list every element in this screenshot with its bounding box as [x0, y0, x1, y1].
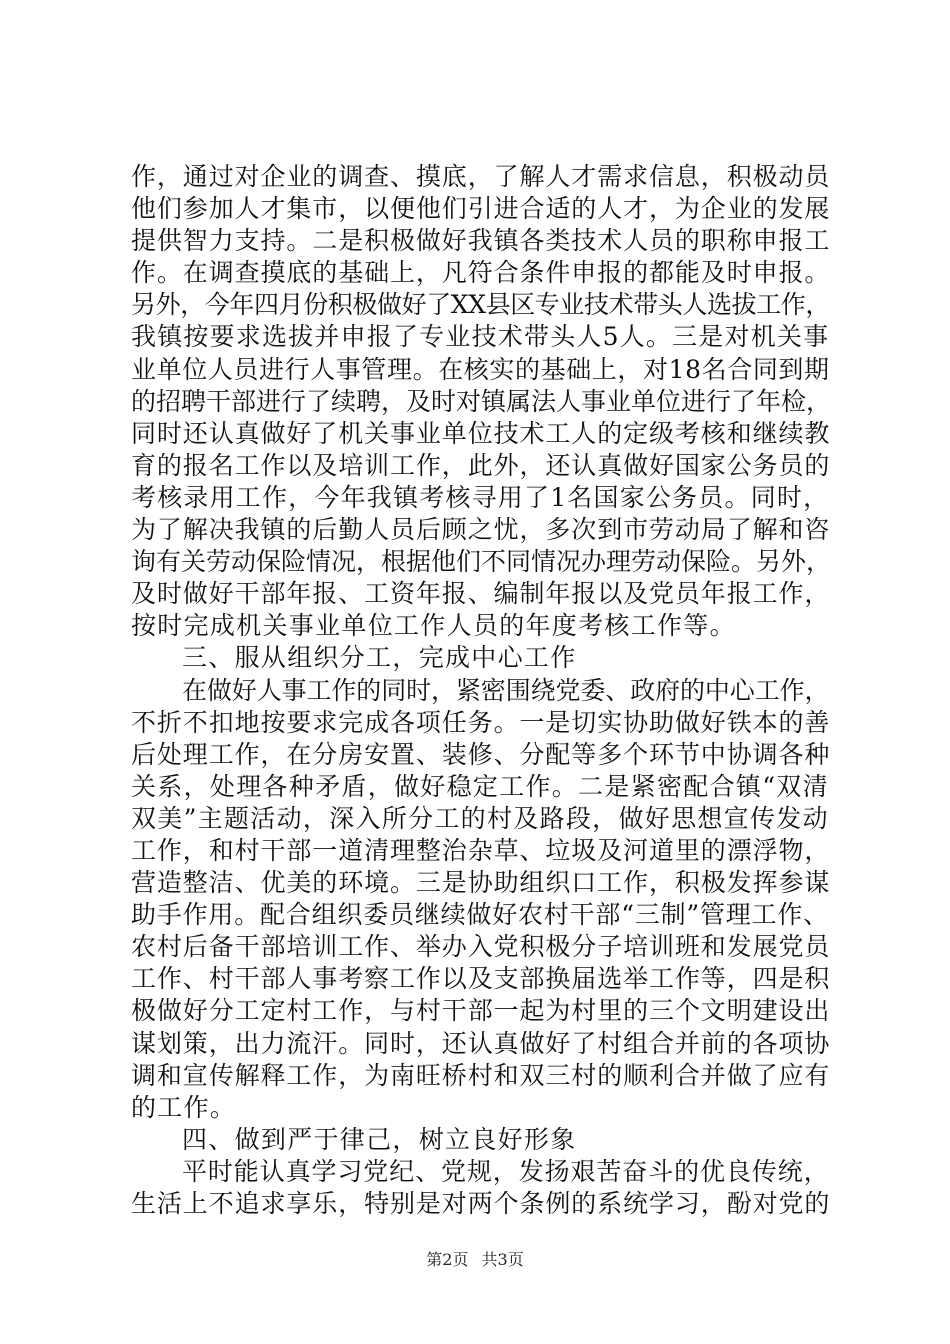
text-line: 及时做好干部年报、工资年报、编制年报以及党员年报工作， [131, 579, 831, 609]
text-line: 不折不扣地按要求完成各项任务。一是切实协助做好铁本的善 [131, 707, 831, 737]
text-line: 另外，今年四月份积极做好了XX县区专业技术带头人选拔工作， [131, 290, 830, 320]
text-line: 营造整洁、优美的环境。三是协助组织口工作，积极发挥参谋 [131, 868, 831, 898]
text-line: 农村后备干部培训工作、举办入党积极分子培训班和发展党员 [131, 932, 831, 962]
text-line: 育的报名工作以及培训工作，此外，还认真做好国家公务员的 [131, 450, 831, 480]
text-line: 关系，处理各种矛盾，做好稳定工作。二是紧密配合镇“双清 [131, 771, 829, 801]
text-line: 在做好人事工作的同时，紧密围绕党委、政府的中心工作， [182, 675, 830, 705]
page-total: 共3页 [481, 1250, 524, 1269]
text-line: 平时能认真学习党纪、党规，发扬艰苦奋斗的优良传统， [182, 1156, 830, 1186]
text-line: 的工作。 [131, 1092, 237, 1122]
text-line: 考核录用工作，今年我镇考核寻用了1名国家公务员。同时， [131, 482, 830, 512]
text-line: 调和宣传解释工作，为南旺桥村和双三村的顺利合并做了应有 [131, 1060, 831, 1090]
text-line: 业单位人员进行人事管理。在核实的基础上，对18名合同到期 [131, 354, 830, 384]
text-line: 同时还认真做好了机关事业单位技术工人的定级考核和继续教 [131, 418, 831, 448]
text-line: 后处理工作，在分房安置、装修、分配等多个环节中协调各种 [131, 739, 831, 769]
text-line: 四、做到严于律己，树立良好形象 [182, 1124, 577, 1154]
page-footer [0, 1247, 950, 1270]
page-number: 第2页 [426, 1250, 469, 1269]
text-line: 的招聘干部进行了续聘，及时对镇属法人事业单位进行了年检， [131, 386, 832, 416]
text-line: 我镇按要求选拔并申报了专业技术带头人5人。三是对机关事 [131, 322, 830, 352]
text-line: 生活上不追求享乐，特别是对两个条例的系统学习，酚对党的 [131, 1189, 831, 1218]
text-line: 按时完成机关事业单位工作人员的年度考核工作等。 [131, 611, 736, 641]
text-line: 工作、村干部人事考察工作以及支部换届选举工作等，四是积 [131, 964, 831, 994]
text-line: 工作，和村干部一道清理整治杂草、垃圾及河道里的漂浮物， [131, 835, 831, 865]
text-line: 双美”主题活动，深入所分工的村及路段，做好思想宣传发动 [131, 803, 829, 833]
text-line: 谋划策，出力流汗。同时，还认真做好了村组合并前的各项协 [131, 1028, 831, 1058]
text-line: 询有关劳动保险情况，根据他们不同情况办理劳动保险。另外， [131, 547, 832, 577]
text-line: 作，通过对企业的调查、摸底，了解人才需求信息，积极动员 [131, 162, 831, 191]
text-line: 提供智力支持。二是积极做好我镇各类技术人员的职称申报工 [131, 226, 831, 256]
text-line: 他们参加人才集市，以便他们引进合适的人才，为企业的发展 [131, 194, 831, 224]
text-line: 助手作用。配合组织委员继续做好农村干部“三制”管理工作、 [131, 900, 829, 930]
text-line: 极做好分工定村工作，与村干部一起为村里的三个文明建设出 [131, 996, 831, 1026]
text-line: 为了解决我镇的后勤人员后顾之忧，多次到市劳动局了解和咨 [131, 515, 831, 545]
text-line: 三、服从组织分工，完成中心工作 [182, 643, 577, 673]
text-line: 作。在调查摸底的基础上，凡符合条件申报的都能及时申报。 [131, 258, 831, 288]
body-text [131, 161, 831, 1220]
